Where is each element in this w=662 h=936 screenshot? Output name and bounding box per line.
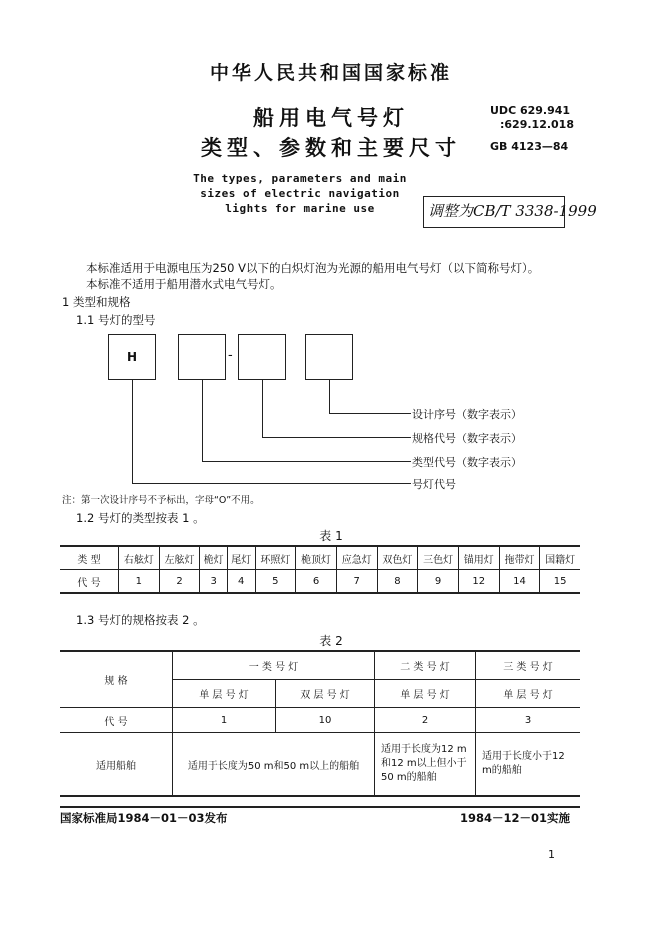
- connector-v-type: [202, 380, 203, 462]
- table2-class1: 一 类 号 灯: [173, 651, 375, 680]
- table1-caption: 表 1: [319, 529, 343, 543]
- udc-code: [490, 104, 574, 132]
- table2-code-cell: 1: [173, 708, 276, 733]
- table2-ship3: 适用于长度小于12 m的船舶: [476, 733, 581, 797]
- table1-code-cell: 5: [255, 570, 296, 594]
- scope-paragraph-2: 本标准不适用于船用潜水式电气号灯。: [86, 277, 282, 291]
- table2-ship-label: 适用船舶: [60, 733, 173, 797]
- model-box-h: [108, 334, 156, 380]
- label-spec-code: 规格代号（数字表示）: [412, 432, 522, 445]
- section-1-2-heading: 1.2 号灯的类型按表 1 。: [76, 511, 205, 525]
- table1-code-cell: 9: [418, 570, 459, 594]
- table2-row-ship: [60, 733, 580, 797]
- table2-code-cell: 2: [375, 708, 476, 733]
- effective-date: 1984－12－01实施: [460, 811, 571, 825]
- table1-type-cell: 右舷灯: [119, 546, 160, 570]
- page-title-line1: 船用电气号灯: [253, 106, 409, 130]
- table2-ship2: 适用于长度为12 m和12 m以上但小于50 m的船舶: [375, 733, 476, 797]
- table1-code-cell: 4: [227, 570, 255, 594]
- table2-single2: 单 层 号 灯: [375, 680, 476, 708]
- connector-v-code: [132, 380, 133, 484]
- model-box-type: [178, 334, 226, 380]
- table1-type-cell: 应急灯: [336, 546, 377, 570]
- table1-code-cell: 12: [458, 570, 499, 594]
- table1-header-label: 类 型: [60, 546, 119, 570]
- revision-stamp-text: 调整为CB/T 3338-1999: [428, 202, 597, 220]
- table1-row-type: [60, 546, 580, 570]
- table2-class2: 二 类 号 灯: [375, 651, 476, 680]
- table1-type-cell: 桅灯: [200, 546, 228, 570]
- table2-ship1: 适用于长度为50 m和50 m以上的船舶: [173, 733, 375, 797]
- model-box-spec: [238, 334, 286, 380]
- label-light-code: 号灯代号: [412, 478, 456, 491]
- table2-code-cell: 3: [476, 708, 581, 733]
- udc-line1: UDC 629.941: [490, 104, 571, 117]
- label-type-code: 类型代号（数字表示）: [412, 456, 522, 469]
- gb-number: GB 4123—84: [490, 140, 569, 153]
- table1-code-cell: 14: [499, 570, 540, 594]
- connector-h-serial: [329, 413, 411, 414]
- diagram-note: 注：第一次设计序号不予标出，字母“O”不用。: [62, 495, 260, 506]
- english-title-line1: The types, parameters and main: [193, 172, 407, 185]
- page-title-line2: 类型、参数和主要尺寸: [201, 136, 461, 160]
- table1-code-cell: 1: [119, 570, 160, 594]
- table1-type-cell: 桅顶灯: [296, 546, 337, 570]
- table1-type-cell: 拖带灯: [499, 546, 540, 570]
- table2: [60, 650, 580, 797]
- table2-row-code: [60, 708, 580, 733]
- table2-single3: 单 层 号 灯: [476, 680, 581, 708]
- table1-code-cell: 2: [159, 570, 200, 594]
- table1-type-cell: 锚用灯: [458, 546, 499, 570]
- table1-type-cell: 双色灯: [377, 546, 418, 570]
- national-standard-heading: 中华人民共和国国家标准: [209, 62, 452, 84]
- page-number: 1: [548, 848, 555, 861]
- table1-code-cell: 7: [336, 570, 377, 594]
- table2-row-class: [60, 651, 580, 680]
- table2-code-cell: 10: [276, 708, 375, 733]
- model-box-serial: [305, 334, 353, 380]
- table1-row-code: [60, 570, 580, 594]
- table2-class3: 三 类 号 灯: [476, 651, 581, 680]
- connector-h-code: [132, 483, 411, 484]
- section-1-3-heading: 1.3 号灯的规格按表 2 。: [76, 613, 205, 627]
- table1-code-cell: 3: [200, 570, 228, 594]
- table1-type-cell: 国籍灯: [540, 546, 580, 570]
- english-title-line3: lights for marine use: [225, 202, 375, 215]
- table1-code-cell: 8: [377, 570, 418, 594]
- table2-double1: 双 层 号 灯: [276, 680, 375, 708]
- table1-type-cell: 三色灯: [418, 546, 459, 570]
- issue-date: 国家标准局1984－01－03发布: [60, 811, 228, 825]
- connector-v-serial: [329, 380, 330, 414]
- connector-h-type: [202, 461, 411, 462]
- table1-code-cell: 15: [540, 570, 580, 594]
- connector-v-spec: [262, 380, 263, 438]
- footer-divider: [60, 806, 580, 808]
- table1-code-label: 代 号: [60, 570, 119, 594]
- table1-type-cell: 环照灯: [255, 546, 296, 570]
- connector-h-spec: [262, 437, 411, 438]
- table1-type-cell: 尾灯: [227, 546, 255, 570]
- label-serial-number: 设计序号（数字表示）: [412, 408, 522, 421]
- model-dash: -: [228, 348, 233, 363]
- table2-single1: 单 层 号 灯: [173, 680, 276, 708]
- section-1-1-heading: 1.1 号灯的型号: [76, 313, 156, 327]
- english-title-line2: sizes of electric navigation: [200, 187, 400, 200]
- table1-code-cell: 6: [296, 570, 337, 594]
- model-box-h-label: H: [126, 350, 138, 364]
- table2-code-label: 代 号: [60, 708, 173, 733]
- section-1-heading: 1 类型和规格: [62, 295, 131, 309]
- table2-spec-label: 规 格: [60, 651, 173, 708]
- table2-caption: 表 2: [319, 634, 343, 648]
- scope-paragraph-1: 本标准适用于电源电压为250 V以下的白炽灯泡为光源的船用电气号灯（以下简称号灯）。: [86, 261, 540, 275]
- udc-line2: :629.12.018: [500, 118, 574, 131]
- table1: [60, 545, 580, 594]
- table1-type-cell: 左舷灯: [159, 546, 200, 570]
